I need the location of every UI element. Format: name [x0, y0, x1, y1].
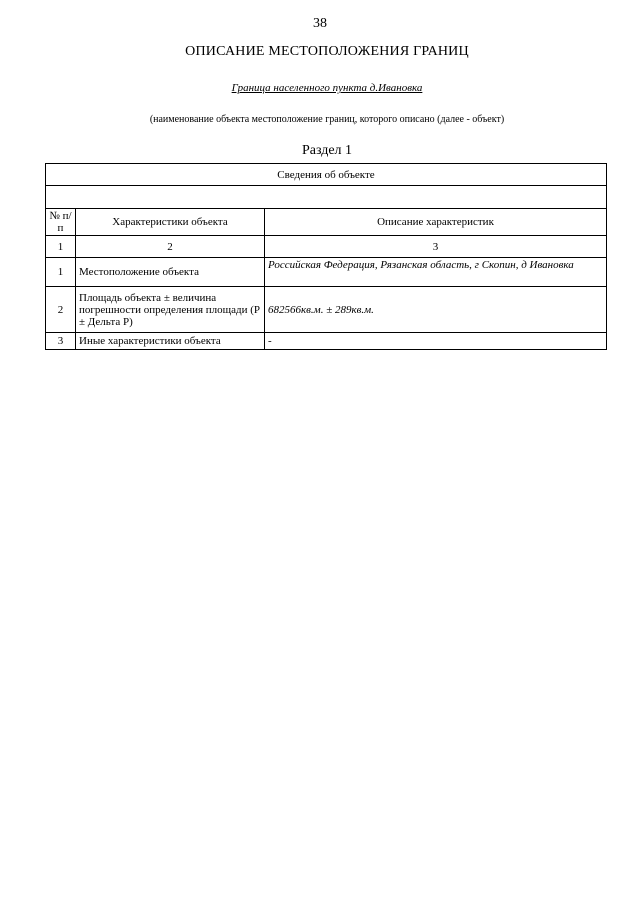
row-characteristic: Площадь объекта ± величина погрешности определения площади (Р ± Дельта Р): [76, 287, 265, 333]
table-header-row: [46, 164, 607, 186]
table-row: [46, 333, 607, 350]
row-description: 682566кв.м. ± 289кв.м.: [265, 287, 607, 333]
row-number: 2: [46, 287, 76, 333]
page-number: 38: [313, 16, 327, 31]
section-title: Раздел 1: [301, 143, 353, 158]
column-header-characteristic: Характеристики объекта: [76, 209, 265, 236]
table-row: [46, 287, 607, 333]
document-title: ОПИСАНИЕ МЕСТОПОЛОЖЕНИЯ ГРАНИЦ: [185, 44, 469, 59]
column-header-num: № п/п: [46, 209, 76, 236]
column-number-3: 3: [265, 236, 607, 258]
object-caption: (наименование объекта местоположение границ, которого описано (далее - объект): [149, 114, 505, 125]
row-number: 3: [46, 333, 76, 350]
column-header-description: Описание характеристик: [265, 209, 607, 236]
table-column-headers: [46, 209, 607, 236]
table-column-numbers: [46, 236, 607, 258]
row-number: 1: [46, 258, 76, 287]
column-number-1: 1: [46, 236, 76, 258]
column-number-2: 2: [76, 236, 265, 258]
row-characteristic: Местоположение объекта: [76, 258, 265, 287]
row-description: -: [265, 333, 607, 350]
table-row: [46, 258, 607, 287]
table-empty-row: [46, 186, 607, 209]
object-info-table: [45, 163, 607, 350]
row-characteristic: Иные характеристики объекта: [76, 333, 265, 350]
table-header: Сведения об объекте: [46, 164, 607, 186]
row-description: Российская Федерация, Рязанская область, г Скопин, д Ивановка: [265, 258, 607, 287]
object-name: Граница населенного пункта д.Ивановка: [231, 82, 423, 94]
table-empty-cell: [46, 186, 607, 209]
